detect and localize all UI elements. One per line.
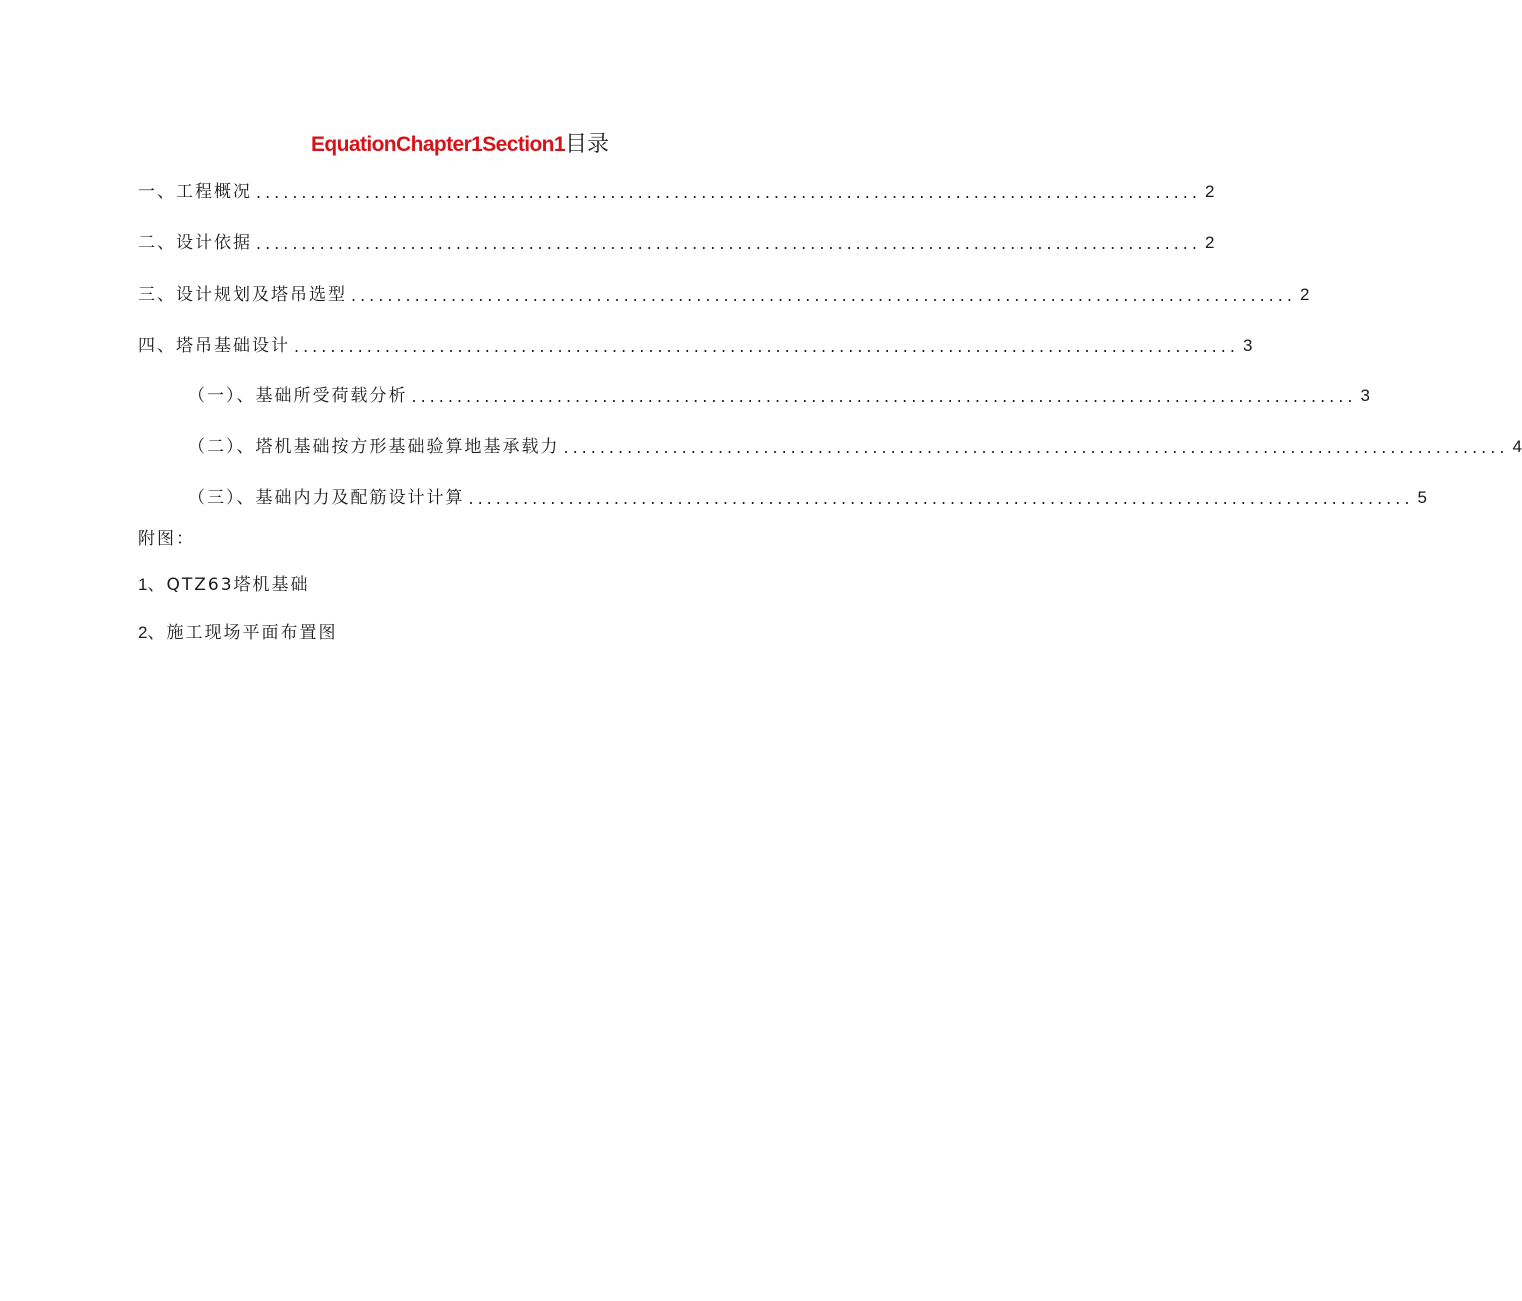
toc-entry-page: 2: [1299, 285, 1310, 304]
toc-entry-page: 3: [1242, 336, 1253, 355]
appendix-item-text: 、QTZ63塔机基础: [147, 575, 310, 595]
toc-entry-label: 四、塔吊基础设计: [138, 336, 290, 356]
toc-subentry[interactable]: [188, 433, 1522, 457]
toc-entry-label: （三）、基础内力及配筋设计计算: [188, 488, 465, 508]
appendix-item-text: 、施工现场平面布置图: [147, 623, 338, 643]
toc-entry-page: 2: [1204, 182, 1215, 201]
toc-entry[interactable]: [138, 178, 1215, 202]
toc-entry-page: 2: [1204, 233, 1215, 252]
toc-entry-label: 二、设计依据: [138, 233, 252, 253]
toc-entry-label: 三、设计规划及塔吊选型: [138, 285, 347, 305]
appendix-heading: 附图：: [138, 529, 195, 549]
toc-entry-label: （一）、基础所受荷载分析: [188, 386, 408, 406]
toc-entry-label: （二）、塔机基础按方形基础验算地基承载力: [188, 437, 560, 457]
toc-leader-dots: ........................................................................................................: [294, 337, 1239, 356]
toc-title: [0, 127, 920, 158]
toc-leader-dots: ........................................................................................................: [351, 286, 1296, 305]
title-field-code: EquationChapter1Section1: [311, 133, 565, 156]
toc-leader-dots: ........................................................................................................: [256, 183, 1201, 202]
toc-leader-dots: ........................................................................................................: [411, 387, 1357, 406]
toc-entry[interactable]: [138, 229, 1215, 253]
toc-entry[interactable]: [138, 332, 1253, 356]
toc-entry-label: 一、工程概况: [138, 182, 252, 202]
toc-entry-page: 4: [1512, 437, 1522, 456]
title-text: 目录: [564, 132, 609, 157]
toc-entry[interactable]: [138, 281, 1310, 305]
toc-subentry[interactable]: [188, 484, 1427, 508]
toc-leader-dots: ........................................................................................................: [563, 438, 1509, 457]
appendix-item: [138, 570, 310, 595]
appendix-item-number: 1: [138, 575, 148, 594]
toc-entry-page: 3: [1360, 386, 1370, 405]
toc-subentry[interactable]: [188, 382, 1370, 406]
appendix-item: [138, 618, 337, 643]
toc-leader-dots: ........................................................................................................: [256, 234, 1201, 253]
appendix-item-number: 2: [138, 623, 148, 642]
toc-entry-page: 5: [1417, 488, 1427, 507]
toc-leader-dots: ........................................................................................................: [468, 489, 1414, 508]
